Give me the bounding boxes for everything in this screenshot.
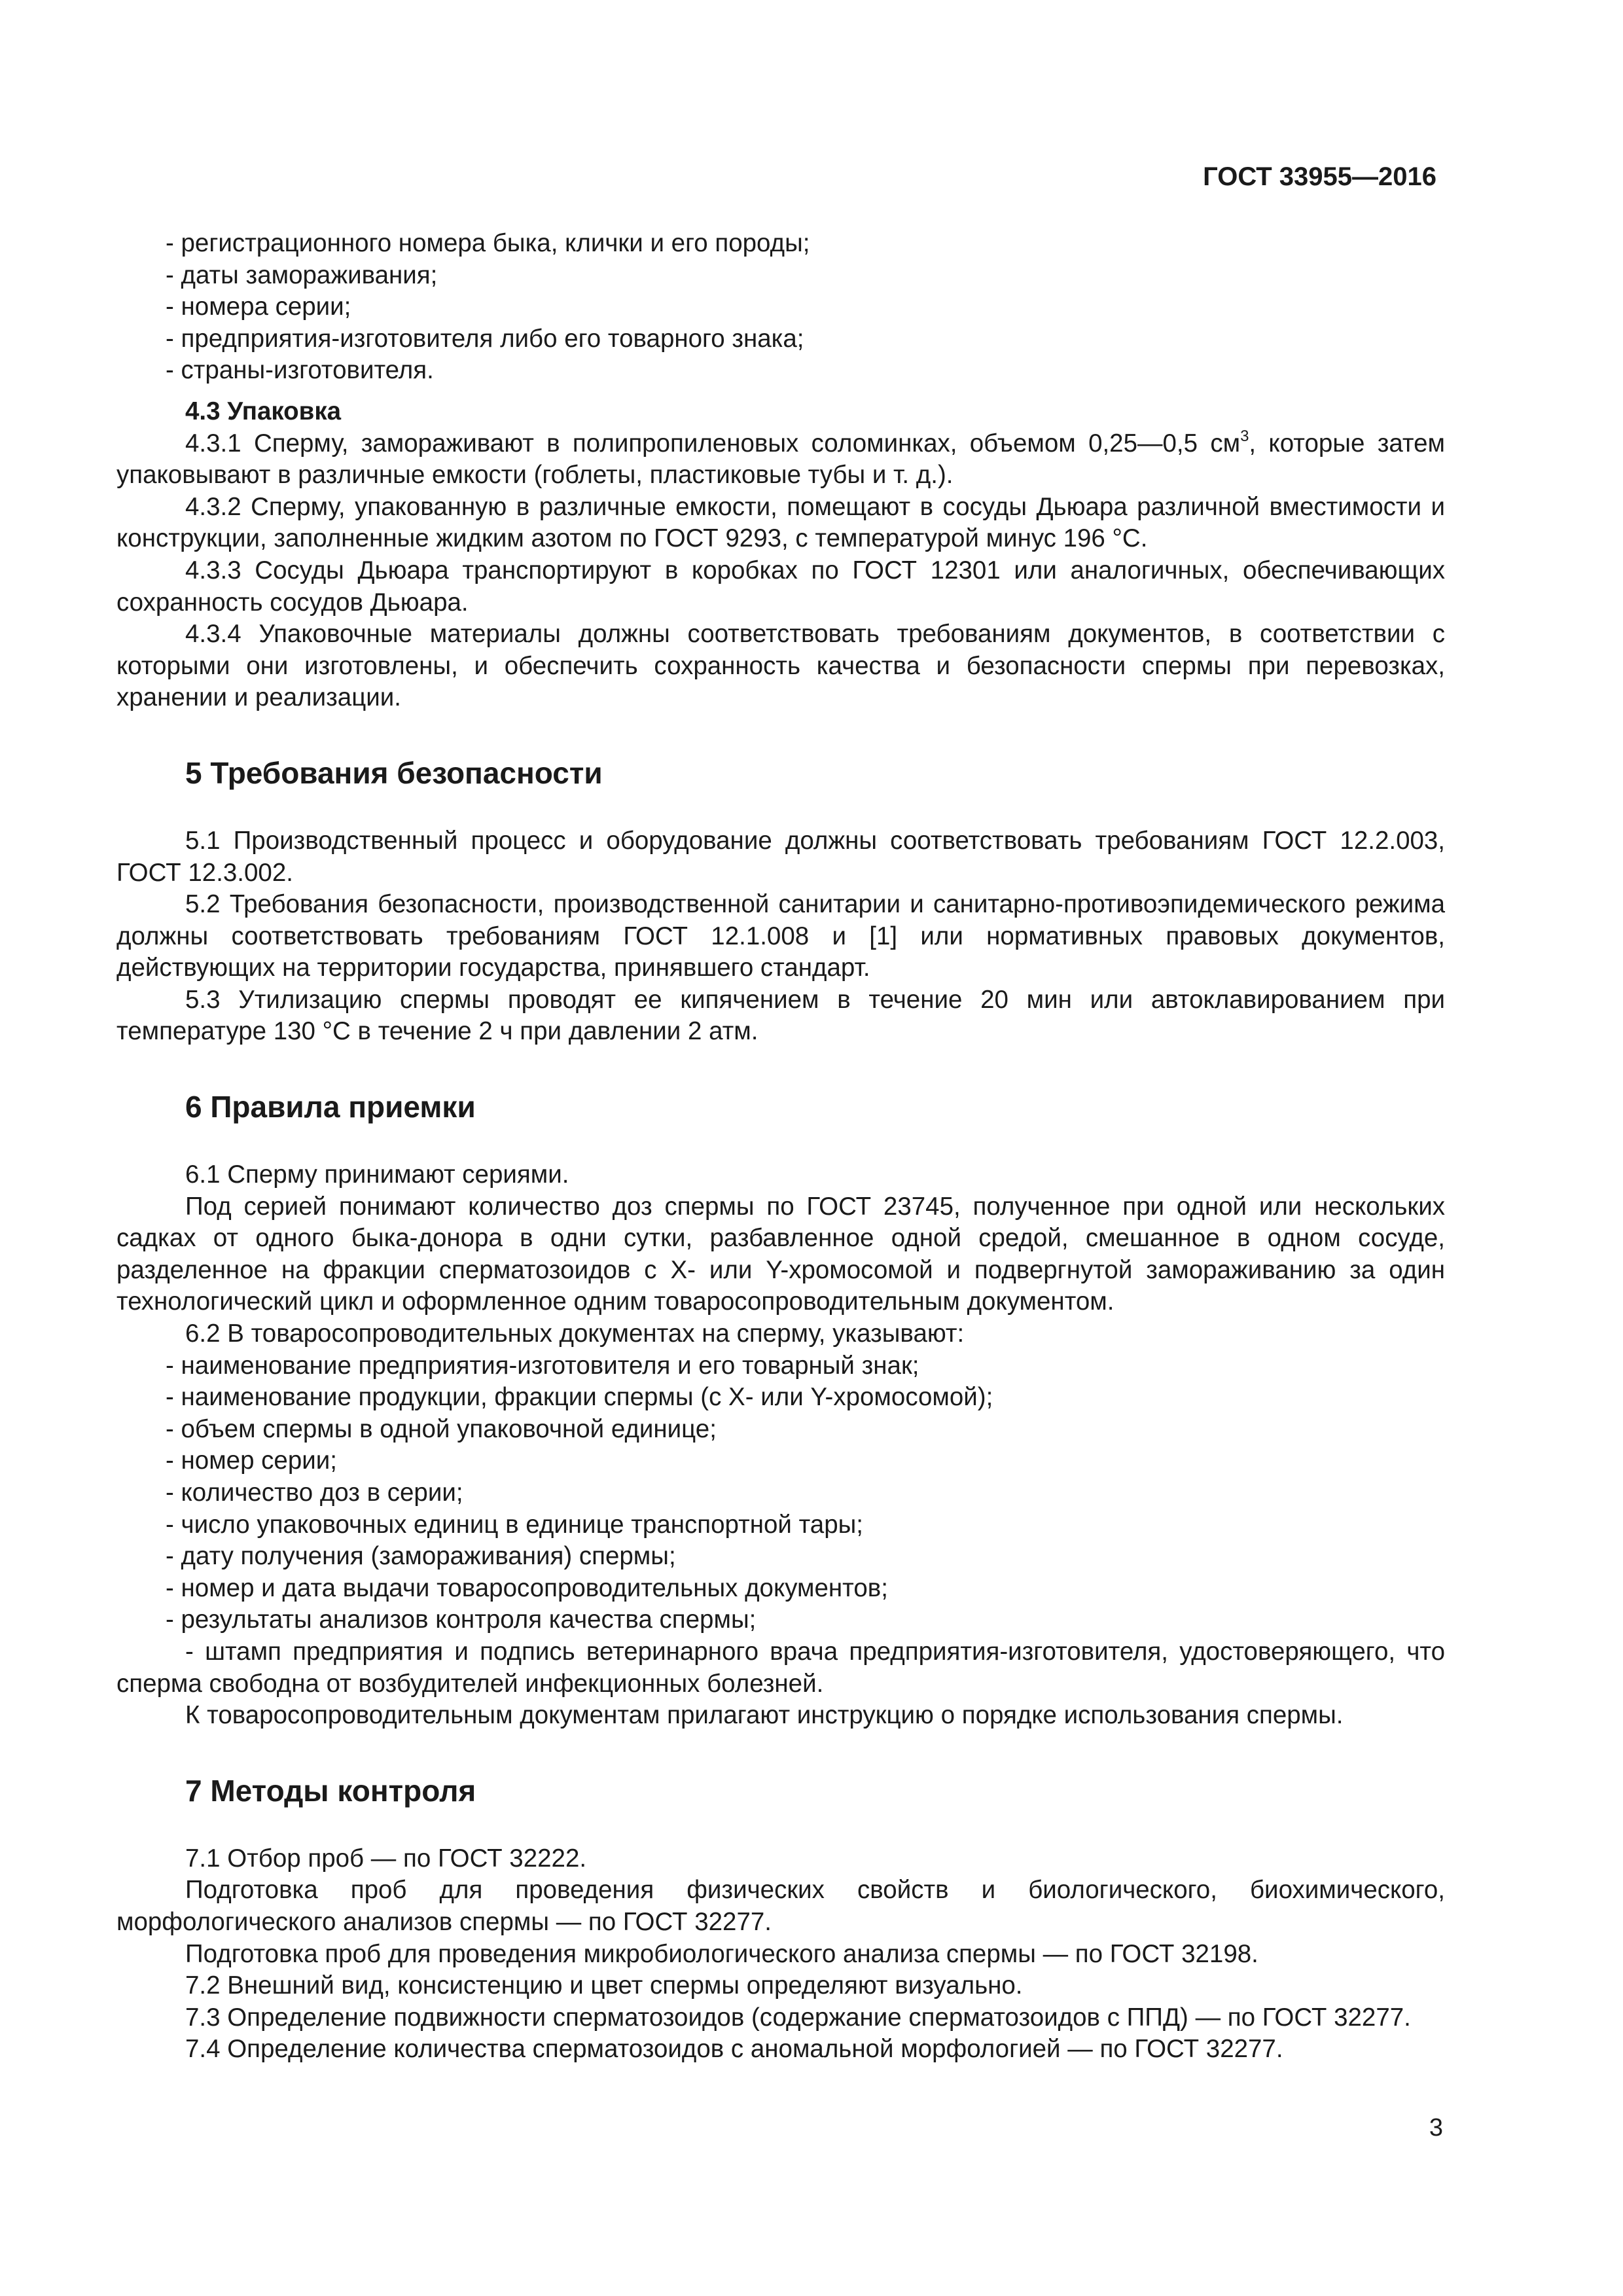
list-item: - номер серии; [166,1446,337,1475]
list-item: - число упаковочных единиц в единице транспортной тары; [166,1510,863,1539]
paragraph-7-3: 7.3 Определение подвижности сперматозоидов (содержание сперматозоидов с ППД) — по ГОСТ 32277. [185,2003,1411,2032]
paragraph-7-4: 7.4 Определение количества сперматозоидов с аномальной морфологией — по ГОСТ 32277. [185,2035,1283,2064]
paragraph-7-1-prep: Подготовка проб для проведения физических свойств и биологического, биохимического, морфологического анализов спермы — по ГОСТ 32277. [116,1876,1445,1936]
paragraph-6-2-stamp: - штамп предприятия и подпись ветеринарного врача предприятия-изготовителя, удостоверяющего, что сперма свободна от возбудителей инфекционных болезней. [116,1637,1445,1698]
list-item: - даты замораживания; [166,260,438,289]
paragraph-7-1: 7.1 Отбор проб — по ГОСТ 32222. [185,1844,587,1873]
document-code: ГОСТ 33955—2016 [1203,162,1436,191]
paragraph-4-3-4: 4.3.4 Упаковочные материалы должны соответствовать требованиям документов, в соответствии с которыми они изготовлены, и обеспечить сохранность качества и безопасности спермы при перевозках, хранении и реализации. [116,620,1445,712]
list-item: - предприятия-изготовителя либо его товарного знака; [166,324,804,353]
page-number: 3 [1429,2114,1443,2142]
paragraph-6-2-instruction: К товаросопроводительным документам прилагают инструкцию о порядке использования спермы. [185,1701,1344,1730]
list-item: - объем спермы в одной упаковочной единице; [166,1414,717,1443]
list-item: - дату получения (замораживания) спермы; [166,1542,676,1571]
list-item: - количество доз в серии; [166,1479,463,1507]
list-item: - наименование предприятия-изготовителя и его товарный знак; [166,1351,919,1380]
paragraph-6-2: 6.2 В товаросопроводительных документах на сперму, указывают: [185,1319,965,1348]
paragraph-4-3-2: 4.3.2 Сперму, упакованную в различные емкости, помещают в сосуды Дьюара различной вместимости и конструкции, заполненные жидким азотом по ГОСТ 9293, с температурой минус 196 °С. [116,492,1445,553]
section-title-6: 6 Правила приемки [185,1090,476,1124]
paragraph-6-1: 6.1 Сперму принимают сериями. [185,1160,569,1189]
list-item: - страны-изготовителя. [166,356,434,385]
list-item: - результаты анализов контроля качества спермы; [166,1605,757,1634]
paragraph-4-3-3: 4.3.3 Сосуды Дьюара транспортируют в коробках по ГОСТ 12301 или аналогичных, обеспечивающих сохранность сосудов Дьюара. [116,556,1445,617]
list-item: - наименование продукции, фракции спермы (с Х- или Y-хромосомой); [166,1383,993,1412]
page-body [116,228,1445,2066]
paragraph-5-3: 5.3 Утилизацию спермы проводят ее кипячением в течение 20 мин или автоклавированием при температуре 130 °С в течение 2 ч при давлении 2 атм. [116,985,1445,1046]
paragraph-5-1: 5.1 Производственный процесс и оборудование должны соответствовать требованиям ГОСТ 12.2.003, ГОСТ 12.3.002. [116,826,1445,887]
list-item: - регистрационного номера быка, клички и его породы; [166,229,810,257]
paragraph-7-2: 7.2 Внешний вид, консистенцию и цвет спермы определяют визуально. [185,1971,1023,2000]
subsection-title-4-3: 4.3 Упаковка [185,397,341,425]
list-item: - номера серии; [166,293,351,321]
paragraph-6-1-series: Под серией понимают количество доз спермы по ГОСТ 23745, полученное при одной или нескольких садках от одного быка-донора в одни сутки, разбавленное одной средой, смешанное в одном сосуде, разделенное на фракции сперматозоидов с Х- или Y-хромосомой и подвергнутой замораживанию за один технологический цикл и оформленное одним товаросопроводительным документом. [116,1192,1445,1316]
superscript: 3 [1240,427,1249,445]
section-title-7: 7 Методы контроля [185,1773,476,1808]
paragraph-7-1-micro: Подготовка проб для проведения микробиологического анализа спермы — по ГОСТ 32198. [185,1939,1258,1968]
paragraph-5-2: 5.2 Требования безопасности, производственной санитарии и санитарно-противоэпидемического режима должны соответствовать требованиям ГОСТ 12.1.008 и [1] или нормативных правовых документов, действующих на территории государства, принявшего стандарт. [116,890,1445,982]
section-title-5: 5 Требования безопасности [185,755,603,790]
paragraph-4-3-1: 4.3.1 Сперму, замораживают в полипропиленовых соломинках, объемом 0,25—0,5 $см^3$, которые затем упаковывают в различные емкости (гоблеты, пластиковые тубы и т. д.). [116,427,1445,490]
list-item: - номер и дата выдачи товаросопроводительных документов; [166,1573,888,1602]
